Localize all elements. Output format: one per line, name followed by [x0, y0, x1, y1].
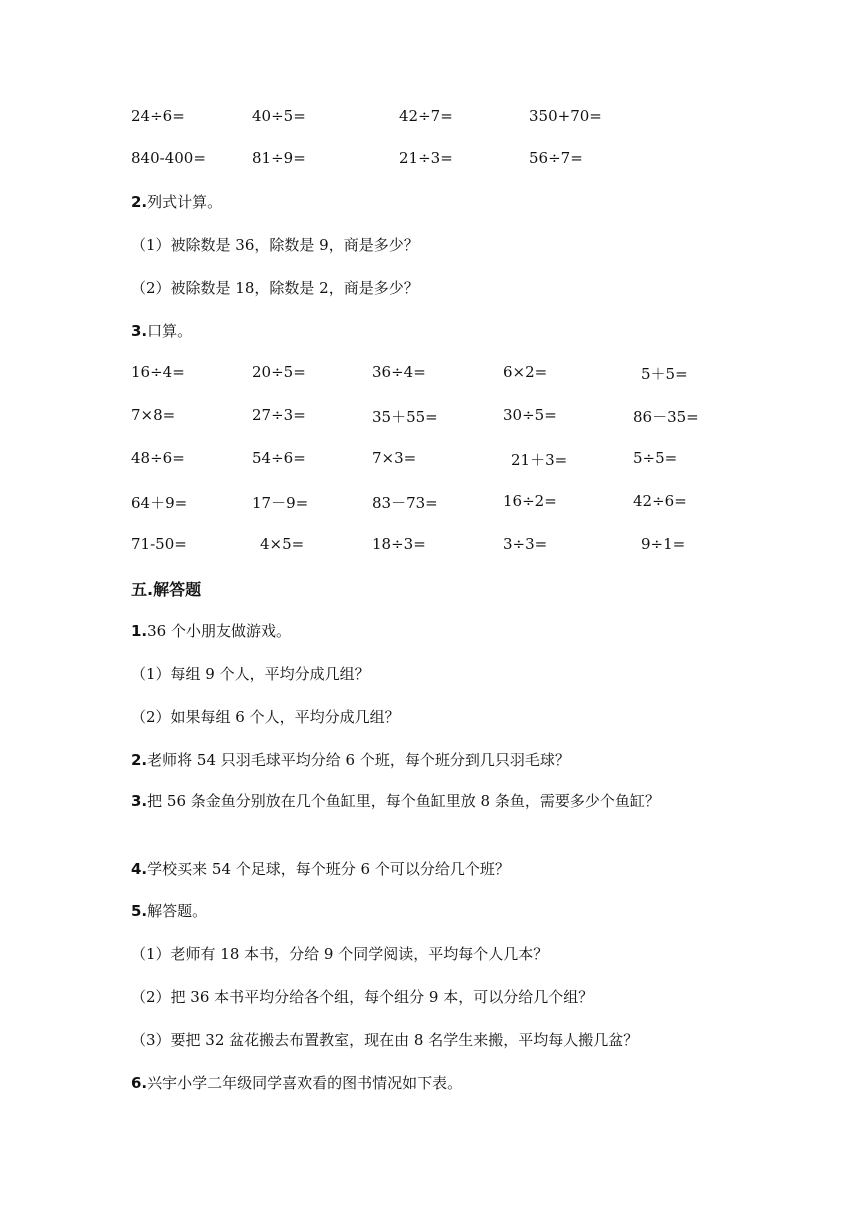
calc-item: 86－35=: [633, 408, 699, 426]
problem-text: 解答题。: [147, 902, 208, 920]
calc-item: 17－9=: [252, 494, 309, 512]
calc-item: 27÷3=: [252, 406, 306, 424]
question-title: 列式计算。: [147, 193, 223, 211]
problem-text: 学校买来 54 个足球，每个班分 6 个可以分给几个班？: [147, 860, 510, 878]
calc-item: 350+70=: [529, 107, 602, 125]
calc-item: 54÷6=: [252, 449, 306, 467]
section-heading: 五.解答题: [131, 580, 202, 599]
question-number: 1.: [131, 622, 148, 640]
question-number: 4.: [131, 860, 148, 878]
calc-item: 42÷6=: [633, 492, 687, 510]
calc-item: 21÷3=: [399, 149, 453, 167]
problem-6: [131, 1072, 462, 1093]
calc-item: 840-400=: [131, 149, 206, 167]
calc-item: 48÷6=: [131, 449, 185, 467]
problem-1: [131, 620, 291, 641]
question-2: [131, 191, 222, 212]
problem-2: [131, 749, 570, 770]
question-number: 5.: [131, 902, 148, 920]
calc-item: 9÷1=: [641, 535, 686, 553]
calc-item: 21＋3=: [511, 451, 568, 469]
calc-item: 30÷5=: [503, 406, 557, 424]
calc-item: 81÷9=: [252, 149, 306, 167]
calc-item: 4×5=: [260, 535, 305, 553]
problem-3: [131, 788, 701, 814]
calc-item: 35＋55=: [372, 408, 438, 426]
problem-1-item-2: （2）如果每组 6 个人，平均分成几组？: [131, 708, 400, 726]
problem-4: [131, 858, 510, 879]
calc-item: 6×2=: [503, 363, 548, 381]
calc-item: 7×8=: [131, 406, 176, 424]
problem-5-item-2: （2）把 36 本书平均分给各个组，每个组分 9 本，可以分给几个组？: [131, 988, 594, 1006]
problem-text: 老师将 54 只羽毛球平均分给 6 个班，每个班分到几只羽毛球？: [147, 751, 570, 769]
problem-text: 36 个小朋友做游戏。: [147, 622, 291, 640]
calc-item: 56÷7=: [529, 149, 583, 167]
calc-item: 5÷5=: [633, 449, 678, 467]
question-title: 口算。: [147, 322, 193, 340]
calc-item: 42÷7=: [399, 107, 453, 125]
calc-item: 3÷3=: [503, 535, 548, 553]
question-number: 2.: [131, 751, 148, 769]
calc-item: 36÷4=: [372, 363, 426, 381]
calc-item: 20÷5=: [252, 363, 306, 381]
calc-item: 83－73=: [372, 494, 438, 512]
calc-item: 7×3=: [372, 449, 417, 467]
calc-item: 16÷2=: [503, 492, 557, 510]
problem-5-item-3: （3）要把 32 盆花搬去布置教室，现在由 8 名学生来搬，平均每人搬几盆？: [131, 1031, 639, 1049]
problem-text: 兴宇小学二年级同学喜欢看的图书情况如下表。: [147, 1074, 463, 1092]
question-2-item-1: （1）被除数是 36，除数是 9，商是多少？: [131, 236, 419, 254]
calc-item: 71-50=: [131, 535, 187, 553]
calc-item: 16÷4=: [131, 363, 185, 381]
calc-item: 18÷3=: [372, 535, 426, 553]
question-number: 3.: [131, 792, 148, 810]
question-2-item-2: （2）被除数是 18，除数是 2，商是多少？: [131, 279, 419, 297]
calc-item: 5＋5=: [641, 365, 688, 383]
calc-item: 64＋9=: [131, 494, 188, 512]
problem-5-item-1: （1）老师有 18 本书，分给 9 个同学阅读，平均每个人几本？: [131, 945, 549, 963]
question-3: [131, 320, 192, 341]
question-number: 6.: [131, 1074, 148, 1092]
problem-5: [131, 900, 207, 921]
problem-text: 把 56 条金鱼分别放在几个鱼缸里，每个鱼缸里放 8 条鱼，需要多少个鱼缸？: [147, 792, 660, 810]
calc-item: 40÷5=: [252, 107, 306, 125]
problem-1-item-1: （1）每组 9 个人，平均分成几组？: [131, 665, 370, 683]
question-number: 3.: [131, 322, 148, 340]
calc-item: 24÷6=: [131, 107, 185, 125]
question-number: 2.: [131, 193, 148, 211]
